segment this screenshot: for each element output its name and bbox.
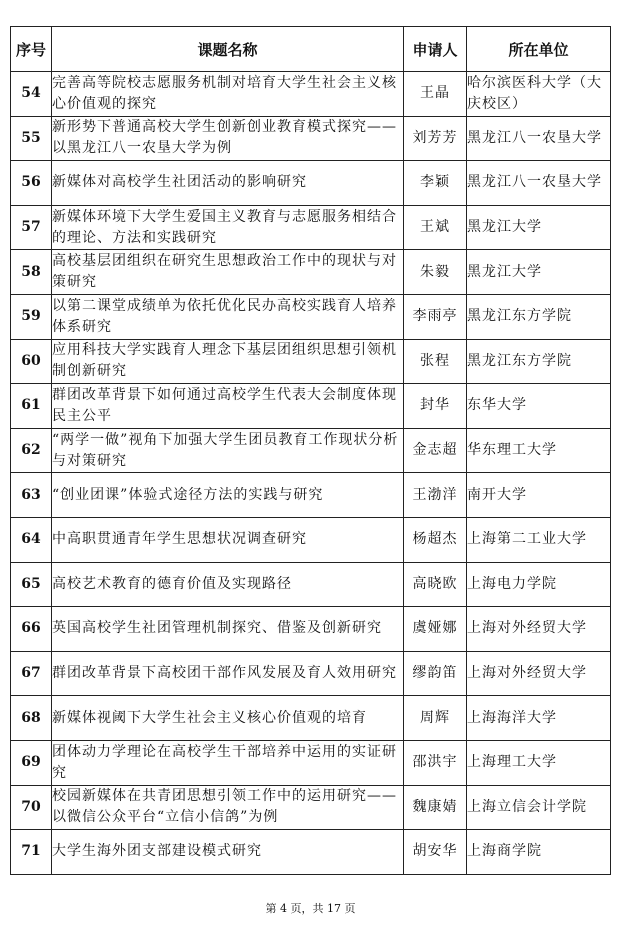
row-title: 团体动力学理论在高校学生干部培养中运用的实证研究 <box>52 740 404 785</box>
row-applicant: 胡安华 <box>404 830 467 875</box>
row-unit: 上海海洋大学 <box>467 696 611 741</box>
row-num: 61 <box>11 384 52 429</box>
row-applicant: 邵洪宇 <box>404 740 467 785</box>
row-unit: 上海商学院 <box>467 830 611 875</box>
table-row <box>11 562 611 607</box>
table-row <box>11 785 611 830</box>
row-title: 以第二课堂成绩单为依托优化民办高校实践育人培养体系研究 <box>52 294 404 339</box>
row-unit: 黑龙江大学 <box>467 205 611 250</box>
row-title: 新媒体视阈下大学生社会主义核心价值观的培育 <box>52 696 404 741</box>
row-num: 54 <box>11 72 52 117</box>
header-title: 课题名称 <box>52 27 404 72</box>
row-title: 高校基层团组织在研究生思想政治工作中的现状与对策研究 <box>52 250 404 295</box>
table-body <box>11 72 611 875</box>
table-row <box>11 473 611 518</box>
row-applicant: 周辉 <box>404 696 467 741</box>
row-title: 中高职贯通青年学生思想状况调查研究 <box>52 517 404 562</box>
row-unit: 华东理工大学 <box>467 428 611 473</box>
row-applicant: 王斌 <box>404 205 467 250</box>
row-applicant: 魏康婧 <box>404 785 467 830</box>
table-row <box>11 384 611 429</box>
row-num: 65 <box>11 562 52 607</box>
table-row <box>11 339 611 384</box>
row-unit: 哈尔滨医科大学（大庆校区） <box>467 72 611 117</box>
row-num: 55 <box>11 116 52 161</box>
row-title: 完善高等院校志愿服务机制对培育大学生社会主义核心价值观的探究 <box>52 72 404 117</box>
table-row <box>11 651 611 696</box>
row-num: 67 <box>11 651 52 696</box>
row-unit: 上海第二工业大学 <box>467 517 611 562</box>
header-applicant: 申请人 <box>404 27 467 72</box>
row-num: 58 <box>11 250 52 295</box>
row-unit: 南开大学 <box>467 473 611 518</box>
row-unit: 上海对外经贸大学 <box>467 607 611 652</box>
table-row <box>11 72 611 117</box>
row-num: 59 <box>11 294 52 339</box>
row-unit: 上海立信会计学院 <box>467 785 611 830</box>
table-row <box>11 294 611 339</box>
row-num: 63 <box>11 473 52 518</box>
row-applicant: 李颖 <box>404 161 467 206</box>
row-applicant: 李雨亭 <box>404 294 467 339</box>
table-row <box>11 428 611 473</box>
row-unit: 上海理工大学 <box>467 740 611 785</box>
table-row <box>11 696 611 741</box>
row-num: 57 <box>11 205 52 250</box>
row-num: 69 <box>11 740 52 785</box>
header-num: 序号 <box>11 27 52 72</box>
header-unit: 所在单位 <box>467 27 611 72</box>
row-applicant: 缪韵笛 <box>404 651 467 696</box>
row-applicant: 封华 <box>404 384 467 429</box>
row-title: 应用科技大学实践育人理念下基层团组织思想引领机制创新研究 <box>52 339 404 384</box>
row-unit: 黑龙江东方学院 <box>467 339 611 384</box>
table-row <box>11 517 611 562</box>
row-title: 新形势下普通高校大学生创新创业教育模式探究——以黑龙江八一农垦大学为例 <box>52 116 404 161</box>
row-title: 群团改革背景下如何通过高校学生代表大会制度体现民主公平 <box>52 384 404 429</box>
row-title: “两学一做”视角下加强大学生团员教育工作现状分析与对策研究 <box>52 428 404 473</box>
row-num: 66 <box>11 607 52 652</box>
row-applicant: 张程 <box>404 339 467 384</box>
row-num: 68 <box>11 696 52 741</box>
row-applicant: 金志超 <box>404 428 467 473</box>
row-applicant: 朱毅 <box>404 250 467 295</box>
row-applicant: 杨超杰 <box>404 517 467 562</box>
row-title: 英国高校学生社团管理机制探究、借鉴及创新研究 <box>52 607 404 652</box>
row-num: 71 <box>11 830 52 875</box>
row-unit: 东华大学 <box>467 384 611 429</box>
table-row <box>11 116 611 161</box>
table-row <box>11 830 611 875</box>
project-table <box>10 26 611 875</box>
table-row <box>11 205 611 250</box>
row-num: 56 <box>11 161 52 206</box>
row-num: 62 <box>11 428 52 473</box>
row-applicant: 虞娅娜 <box>404 607 467 652</box>
page-footer: 第 4 页，共 17 页 <box>265 902 356 915</box>
row-unit: 黑龙江八一农垦大学 <box>467 161 611 206</box>
row-title: 校园新媒体在共青团思想引领工作中的运用研究——以微信公众平台“立信小信鸽”为例 <box>52 785 404 830</box>
row-title: 群团改革背景下高校团干部作风发展及育人效用研究 <box>52 651 404 696</box>
row-num: 60 <box>11 339 52 384</box>
row-unit: 黑龙江东方学院 <box>467 294 611 339</box>
row-title: 新媒体环境下大学生爱国主义教育与志愿服务相结合的理论、方法和实践研究 <box>52 205 404 250</box>
table-header-row <box>11 27 611 72</box>
row-applicant: 王晶 <box>404 72 467 117</box>
row-num: 64 <box>11 517 52 562</box>
table-row <box>11 740 611 785</box>
row-title: 高校艺术教育的德育价值及实现路径 <box>52 562 404 607</box>
row-applicant: 高晓欧 <box>404 562 467 607</box>
row-title: “创业团课”体验式途径方法的实践与研究 <box>52 473 404 518</box>
row-unit: 黑龙江八一农垦大学 <box>467 116 611 161</box>
row-title: 大学生海外团支部建设模式研究 <box>52 830 404 875</box>
table-row <box>11 161 611 206</box>
table-row <box>11 250 611 295</box>
table-row <box>11 607 611 652</box>
row-unit: 黑龙江大学 <box>467 250 611 295</box>
row-unit: 上海电力学院 <box>467 562 611 607</box>
row-unit: 上海对外经贸大学 <box>467 651 611 696</box>
row-applicant: 王渤洋 <box>404 473 467 518</box>
row-title: 新媒体对高校学生社团活动的影响研究 <box>52 161 404 206</box>
row-num: 70 <box>11 785 52 830</box>
row-applicant: 刘芳芳 <box>404 116 467 161</box>
